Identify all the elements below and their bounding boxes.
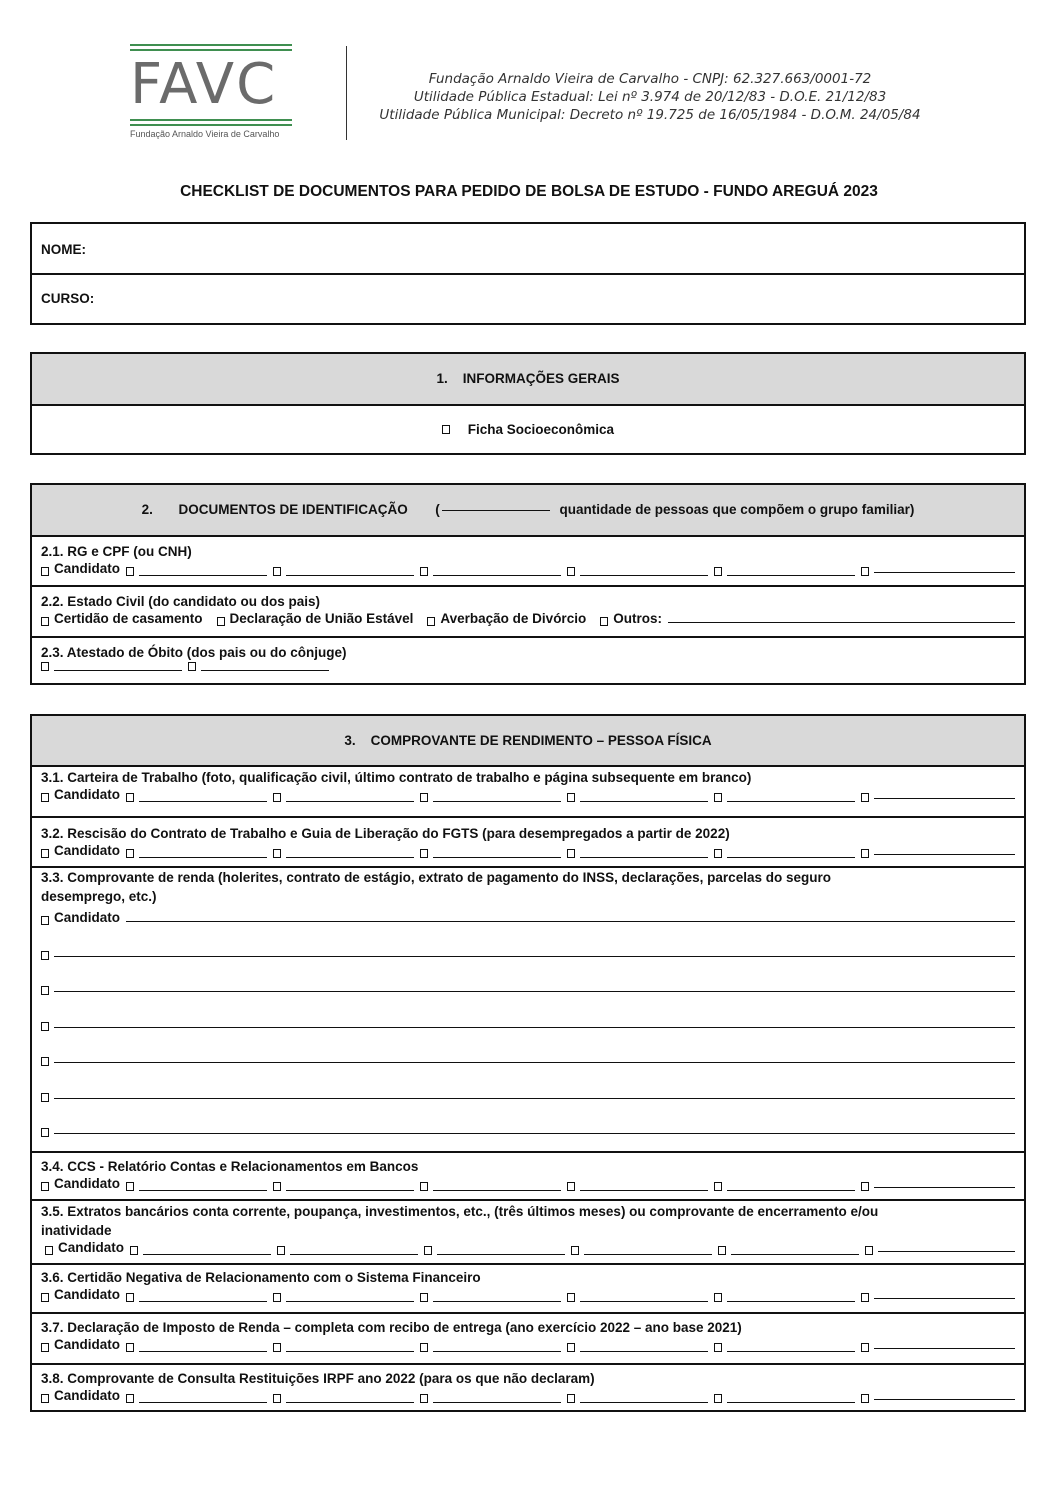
item-3-5: 3.5. Extratos bancários conta corrente, poupança, investimentos, etc., (três últimos meses) ou comprovante de encerramento e/ou inatividade Candidato [32, 1201, 1024, 1265]
checkbox-obito[interactable] [41, 662, 49, 671]
checkbox-member[interactable] [126, 1182, 134, 1191]
section-documentos-identificacao [30, 483, 1026, 685]
checkbox-candidato[interactable] [45, 1246, 53, 1255]
checkbox-income-line[interactable] [41, 1022, 49, 1031]
checkbox-member[interactable] [865, 1246, 873, 1255]
checkbox-candidato[interactable] [41, 916, 49, 925]
logo-mark: FAVC [130, 52, 278, 117]
checkbox-member[interactable] [861, 1182, 869, 1191]
checkbox-member[interactable] [861, 1343, 869, 1352]
checkbox-member[interactable] [718, 1246, 726, 1255]
item-3-7: 3.7. Declaração de Imposto de Renda – completa com recibo de entrega (ano exercício 2022 – ano base 2021) Candidato [32, 1314, 1024, 1365]
checkbox-member[interactable] [273, 1394, 281, 1403]
logo-bottom-rule [130, 119, 292, 121]
checkbox-member[interactable] [277, 1246, 285, 1255]
checkbox-member[interactable] [424, 1246, 432, 1255]
checkbox-candidato[interactable] [41, 1343, 49, 1352]
checkbox-member[interactable] [567, 1293, 575, 1302]
org-line-municipal: Utilidade Pública Municipal: Decreto nº 19.725 de 16/05/1984 - D.O.M. 24/05/84 [379, 107, 921, 123]
checkbox-member[interactable] [567, 793, 575, 802]
logo-top-rule [130, 44, 292, 46]
checkbox-income-line[interactable] [41, 1093, 49, 1102]
applicant-box [30, 222, 1026, 325]
checkbox-candidato[interactable] [41, 1182, 49, 1191]
item-3-8: 3.8. Comprovante de Consulta Restituições IRPF ano 2022 (para os que não declaram) Candidato [32, 1365, 1024, 1410]
logo-bottom-rule [130, 124, 292, 126]
checkbox-member[interactable] [273, 1293, 281, 1302]
checkbox-member[interactable] [420, 567, 428, 576]
checkbox-member[interactable] [273, 1343, 281, 1352]
curso-label: CURSO: [41, 291, 95, 306]
outros-blank[interactable] [668, 621, 1015, 623]
checkbox-candidato[interactable] [41, 1394, 49, 1403]
checkbox-member[interactable] [861, 567, 869, 576]
checkbox-member[interactable] [420, 849, 428, 858]
checkbox-member[interactable] [126, 1394, 134, 1403]
section-comprovante-rendimento [30, 714, 1026, 1412]
checkbox-member[interactable] [714, 849, 722, 858]
checkbox-member[interactable] [420, 1343, 428, 1352]
checkbox-member[interactable] [273, 793, 281, 802]
nome-label: NOME: [41, 242, 86, 257]
checkbox-member[interactable] [714, 793, 722, 802]
logo-subtitle: Fundação Arnaldo Vieira de Carvalho [130, 129, 280, 139]
checkbox-outros[interactable] [600, 617, 608, 626]
checkbox-uniao-estavel[interactable] [217, 617, 225, 626]
logo-top-rule [130, 49, 292, 51]
checkbox-member[interactable] [420, 793, 428, 802]
checkbox-averbacao-divorcio[interactable] [427, 617, 435, 626]
checkbox-member[interactable] [273, 567, 281, 576]
checkbox-income-line[interactable] [41, 1128, 49, 1137]
section-3-heading: 3. COMPROVANTE DE RENDIMENTO – PESSOA FÍSICA [32, 716, 1024, 767]
item-3-6: 3.6. Certidão Negativa de Relacionamento com o Sistema Financeiro Candidato [32, 1265, 1024, 1314]
checkbox-member[interactable] [567, 1182, 575, 1191]
checkbox-member[interactable] [126, 1293, 134, 1302]
item-2-2: 2.2. Estado Civil (do candidato ou dos pais) Certidão de casamento Declaração de União Estável Averbação de Divórcio Outros: [32, 587, 1024, 638]
checkbox-ficha[interactable] [442, 425, 450, 434]
checkbox-member[interactable] [861, 1394, 869, 1403]
section-1-item [32, 406, 1024, 453]
checkbox-member[interactable] [420, 1394, 428, 1403]
nome-field[interactable] [32, 224, 1024, 275]
ficha-label: Ficha Socioeconômica [467, 422, 615, 437]
checkbox-income-line[interactable] [41, 1057, 49, 1066]
item-3-2: 3.2. Rescisão do Contrato de Trabalho e Guia de Liberação do FGTS (para desempregados a partir de 2022) Candidato [32, 818, 1024, 868]
checkbox-candidato[interactable] [41, 1293, 49, 1302]
family-count-blank[interactable] [442, 509, 550, 511]
checkbox-candidato[interactable] [41, 793, 49, 802]
checkbox-member[interactable] [714, 1343, 722, 1352]
checkbox-member[interactable] [861, 1293, 869, 1302]
organization-info [360, 70, 940, 124]
checkbox-member[interactable] [714, 1293, 722, 1302]
checkbox-member[interactable] [861, 849, 869, 858]
checkbox-member[interactable] [567, 567, 575, 576]
checkbox-obito[interactable] [188, 662, 196, 671]
checkbox-member[interactable] [420, 1293, 428, 1302]
checkbox-member[interactable] [126, 1343, 134, 1352]
checkbox-candidato[interactable] [41, 567, 49, 576]
checkbox-member[interactable] [861, 793, 869, 802]
checkbox-member[interactable] [571, 1246, 579, 1255]
checkbox-member[interactable] [714, 567, 722, 576]
favc-logo [130, 44, 292, 139]
item-2-1: 2.1. RG e CPF (ou CNH) Candidato [32, 537, 1024, 587]
checkbox-member[interactable] [130, 1246, 138, 1255]
item-3-1: 3.1. Carteira de Trabalho (foto, qualificação civil, último contrato de trabalho e página subsequente em branco) Candidato [32, 767, 1024, 818]
section-1-heading: 1. INFORMAÇÕES GERAIS [32, 354, 1024, 406]
checkbox-member[interactable] [126, 567, 134, 576]
checkbox-member[interactable] [420, 1182, 428, 1191]
checkbox-member[interactable] [126, 849, 134, 858]
item-2-3: 2.3. Atestado de Óbito (dos pais ou do cônjuge) [32, 638, 1024, 685]
item-3-3: 3.3. Comprovante de renda (holerites, contrato de estágio, extrato de pagamento do INSS, declarações, parcelas do seguro desemprego, etc.) Candidato [32, 868, 1024, 1153]
section-2-heading: 2. DOCUMENTOS DE IDENTIFICAÇÃO ( quantidade de pessoas que compõem o grupo familiar) [32, 485, 1024, 537]
curso-field[interactable] [32, 275, 1024, 323]
checkbox-member[interactable] [567, 849, 575, 858]
checkbox-member[interactable] [567, 1343, 575, 1352]
checkbox-member[interactable] [567, 1394, 575, 1403]
checkbox-member[interactable] [273, 849, 281, 858]
org-line-cnpj: Fundação Arnaldo Vieira de Carvalho - CNPJ: 62.327.663/0001-72 [428, 71, 872, 87]
checkbox-income-line[interactable] [41, 986, 49, 995]
checkbox-certidao-casamento[interactable] [41, 617, 49, 626]
checkbox-member[interactable] [126, 793, 134, 802]
section-informacoes-gerais [30, 352, 1026, 455]
checkbox-member[interactable] [714, 1182, 722, 1191]
checkbox-income-line[interactable] [41, 951, 49, 960]
document-title: CHECKLIST DE DOCUMENTOS PARA PEDIDO DE BOLSA DE ESTUDO - FUNDO AREGUÁ 2023 [180, 183, 878, 200]
checkbox-member[interactable] [273, 1182, 281, 1191]
checkbox-member[interactable] [714, 1394, 722, 1403]
checkbox-candidato[interactable] [41, 849, 49, 858]
item-3-4: 3.4. CCS - Relatório Contas e Relacionamentos em Bancos Candidato [32, 1153, 1024, 1201]
org-line-state: Utilidade Pública Estadual: Lei nº 3.974 de 20/12/83 - D.O.E. 21/12/83 [413, 89, 887, 105]
header-divider [346, 46, 347, 140]
